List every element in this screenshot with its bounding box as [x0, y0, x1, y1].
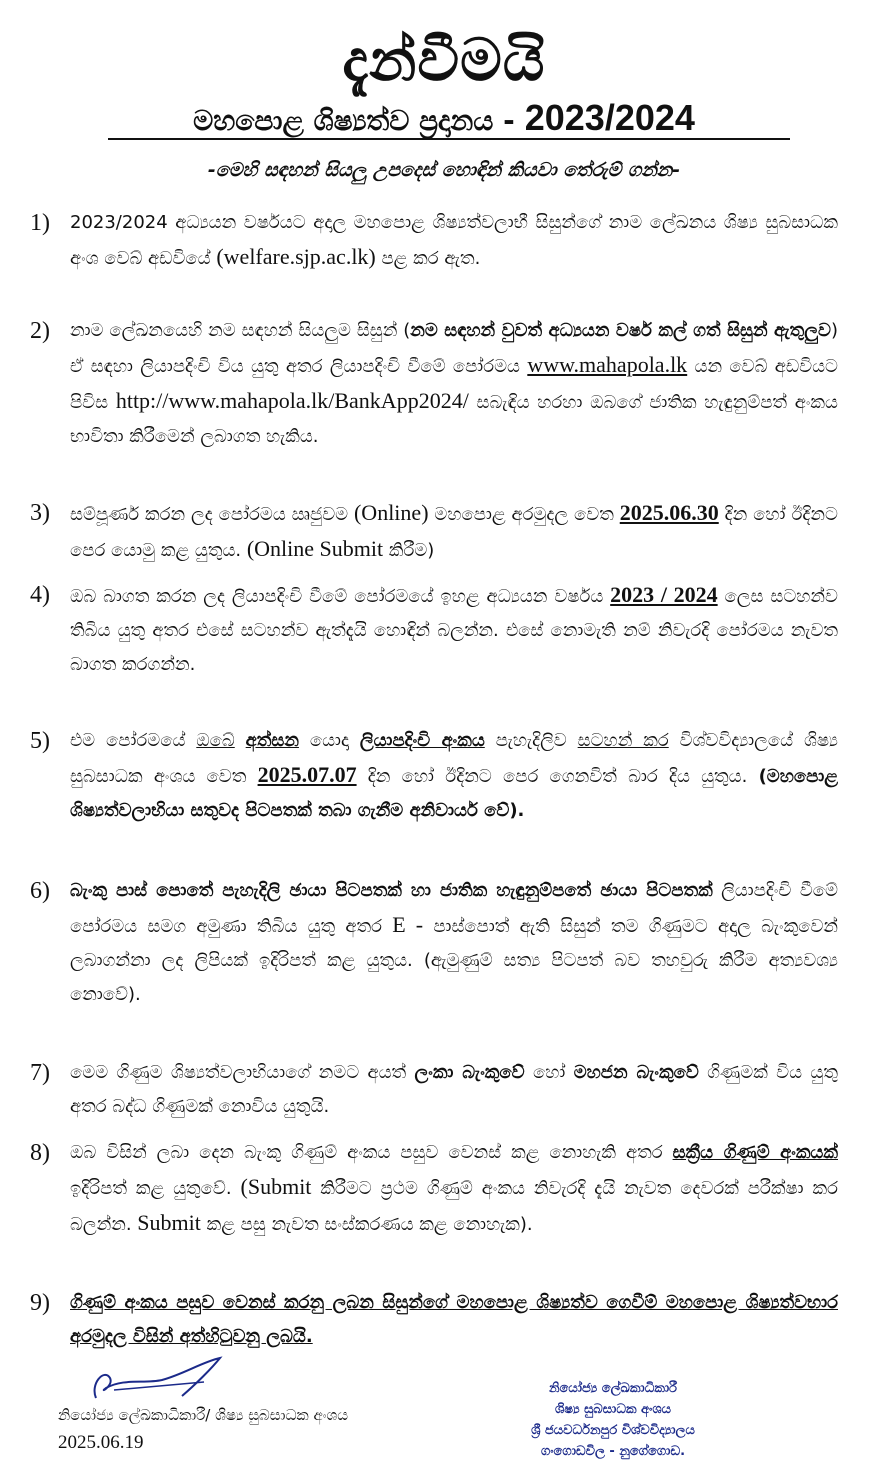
item-text-part: ඔබ බාගත කරන ලද ලියාපදිංචි වීමේ පෝරමයේ ඉහළ අධ්‍යයන වර්ෂය	[70, 586, 611, 607]
item-text	[70, 1056, 838, 1124]
signature-keyword: අත්සන	[245, 730, 299, 751]
item-text-part: සටහන් කර	[577, 730, 669, 751]
item-text-part: ඔබ විසින් ලබා දෙන බැංකු ගිණුම් අංකය පසුව වෙනස් කළ නොහැකි අතර	[70, 1142, 673, 1163]
item-text-part: ඉදිරිපත් කළ යුතුවේ.	[70, 1178, 241, 1199]
item-text	[70, 578, 838, 682]
mahapola-link[interactable]: www.mahapola.lk	[527, 352, 688, 377]
emphasis-text: (මහපොළ ශිෂ්‍යත්වලාභියා සතුවද පිටපතක් තබා ගැනීම අනිවාර්ය වේ).	[70, 766, 838, 821]
academic-year: 2023 / 2024	[610, 582, 718, 607]
item-text-part: (Submit	[240, 1174, 312, 1199]
signature-scribble	[84, 1354, 234, 1404]
item-number: 8)	[30, 1140, 50, 1166]
item-text-part: පැහැදිලිව	[484, 730, 578, 751]
item-text	[70, 496, 838, 568]
item-text-part: දින හෝ ඊදිනට පෙර යොමු කළ යුතුය.	[70, 504, 838, 561]
stamp-line: ගංගොඩවිල - නුගේගොඩ.	[540, 1444, 686, 1459]
subtitle-underline	[108, 138, 790, 140]
item-text-part: යන වෙබ් අඩවියට පිවිස	[70, 356, 839, 413]
item-number: 3)	[30, 500, 50, 526]
item-text-part: සම්පූර්ණ කරන ලද පෝරමය ඍජුවම	[70, 504, 354, 525]
subtitle-text: මහපොළ ශිෂ්‍යත්ව ප්‍රදානය -	[193, 104, 515, 137]
registration-number-keyword: ලියාපදිංචි අංකය	[359, 730, 485, 751]
item-number: 7)	[30, 1060, 50, 1086]
emphasis-text: නම සඳහන් වුවත් අධ්‍යයන වර්ෂ කල් ගත් සිසුන් ඇතුලුව	[410, 320, 831, 341]
bank-name: ලංකා බැංකුවේ	[414, 1062, 525, 1083]
warning-text: ගිණුම් අංකය පසුව වෙනස් කරනු ලබන සිසුන්ගේ මහපොළ ශිෂ්‍යත්ව ගෙවීම් මහපොළ ශිෂ්‍යත්වභාර අරමුදල විසින් අත්හිටුවනු ලබයි.	[70, 1292, 838, 1347]
subtitle-year: 2023/2024	[524, 97, 695, 138]
signing-date: 2025.06.19	[58, 1432, 144, 1453]
official-stamp	[498, 1378, 728, 1462]
deadline-date: 2025.07.07	[257, 762, 357, 787]
item-text-part: කිරීමට ප්‍රථම ගිණුම් අංකය නිවැරදි දැයි නැවත දෙවරක් පරීක්ෂා කර බලන්න.	[70, 1178, 839, 1235]
instruction-line: -මෙහි සඳහන් සියලු උපදෙස් හොඳින් කියවා තේරුම් ගන්න-	[207, 159, 681, 181]
bank-name: මහජන බැංකුවේ	[573, 1062, 699, 1083]
item-text-part: මහපොළ අරමුදල වෙත	[428, 504, 620, 525]
item-text	[70, 874, 838, 1012]
notice-title: දැන්වීමයි	[342, 26, 546, 94]
item-number: 5)	[30, 728, 50, 754]
item-text-part: කළ පසු නැවත සංස්කරණය කළ නොහැක).	[200, 1214, 533, 1235]
stamp-line: ශිෂ්‍ය සුබසාධක අංශය	[554, 1402, 672, 1417]
item-text-part: දින හෝ ඊදිනට පෙර ගෙනවිත් බාර දිය යුතුය.	[356, 766, 759, 787]
item-text	[70, 1136, 838, 1242]
item-number: 2)	[30, 318, 50, 344]
item-text	[70, 206, 838, 276]
item-text-part: 2023/2024 අධ්‍යයන වර්ෂයට අදාල මහපොළ ශිෂ්‍යත්වලාභී සිසුන්ගේ නාම ලේඛනය ශිෂ්‍ය සුබසාධක අංශ වෙබ් අඩවියේ	[70, 212, 838, 269]
item-text-part: (Online Submit	[246, 536, 384, 561]
item-text-part: විශ්වවිද්‍යාලයේ ශිෂ්‍ය සුබසාධක අංශය වෙත	[70, 730, 838, 787]
item-text-part: ගිණුමක් විය යුතු අතර බද්ධ ගිණුමක් නොවිය යුතුයි.	[70, 1062, 838, 1117]
deadline-date: 2025.06.30	[619, 500, 719, 525]
item-text-part: ඔබේ	[196, 730, 235, 751]
emphasis-text: සක්‍රීය ගිණුම් අංකයක්	[672, 1142, 838, 1163]
item-text-part: හෝ	[524, 1062, 574, 1083]
stamp-line: නියෝජ්‍ය ලේඛකාධිකාරී	[548, 1381, 678, 1396]
item-text-part: (Online)	[353, 500, 429, 525]
notice-subtitle	[0, 96, 888, 143]
stamp-line: ශ්‍රී ජයවර්ධනපුර විශ්වවිද්‍යාලය	[531, 1423, 695, 1438]
item-text-part: E -	[392, 912, 424, 937]
item-text	[70, 314, 838, 454]
item-text-part: Submit	[137, 1210, 201, 1235]
item-number: 6)	[30, 878, 50, 904]
item-text-part: කිරීම)	[383, 540, 435, 561]
item-text-part: ) ඒ සඳහා ලියාපදිංචි විය යුතු අතර ලියාපදිංචි වීමේ පෝරමය	[70, 320, 838, 377]
item-text	[70, 1286, 838, 1354]
item-text-part: නාම ලේඛනයෙහි නම සඳහන් සියලුම සිසුන් (	[70, 320, 411, 341]
item-number: 4)	[30, 582, 50, 608]
website-reference: (welfare.sjp.ac.lk)	[216, 244, 376, 269]
emphasis-text: බැංකු පාස් පොතේ පැහැදිලි ඡායා පිටපතක් හා ජාතික හැඳුනුම්පතේ ඡායා පිටපතක්	[70, 880, 713, 901]
item-text-part: යොදා	[298, 730, 360, 751]
item-text-part: ලෙස සටහන්ව තිබිය යුතු අතර එසේ සටහන්ව ඇත්දැයි හොඳින් බලන්න. එසේ නොමැති නම් නිවැරදි පෝරමය නැවත බාගත කරගන්න.	[70, 586, 838, 675]
item-number: 1)	[30, 210, 50, 236]
item-text-part: එම පෝරමයේ	[70, 730, 197, 751]
item-text	[70, 724, 838, 828]
item-text-part: පළ කර ඇත.	[375, 248, 481, 269]
bankapp-link[interactable]: http://www.mahapola.lk/BankApp2024/	[115, 388, 469, 413]
item-text-part: මෙම ගිණුම ශිෂ්‍යත්වලාභියාගේ නමට අයත්	[70, 1062, 415, 1083]
item-number: 9)	[30, 1290, 50, 1316]
signatory-label: නියෝජ්‍ය ලේඛකාධිකාරී/ ශිෂ්‍ය සුබසාධක අංශය	[58, 1406, 349, 1424]
item-text-part: පාස්පොත් ඇති සිසුන් තම ගිණුමට අදාල බැංකුවෙන් ලබාගන්නා ලද ලිපියක් ඉදිරිපත් කළ යුතුය. (ඇමුණුම් සත්‍ය පිටපත් බව තහවුරු කිරීම අත්‍යවශ්‍ය නොවේ).	[70, 916, 839, 1005]
item-text-part: ලියාපදිංචි වීමේ පෝරමය සමග අමුණා තිබිය යුතු අතර	[70, 880, 838, 937]
item-text-part: සබැඳිය හරහා ඔබගේ ජාතික හැඳුනුම්පත් අංකය භාවිතා කිරීමෙන් ලබාගත හැකිය.	[70, 392, 838, 447]
